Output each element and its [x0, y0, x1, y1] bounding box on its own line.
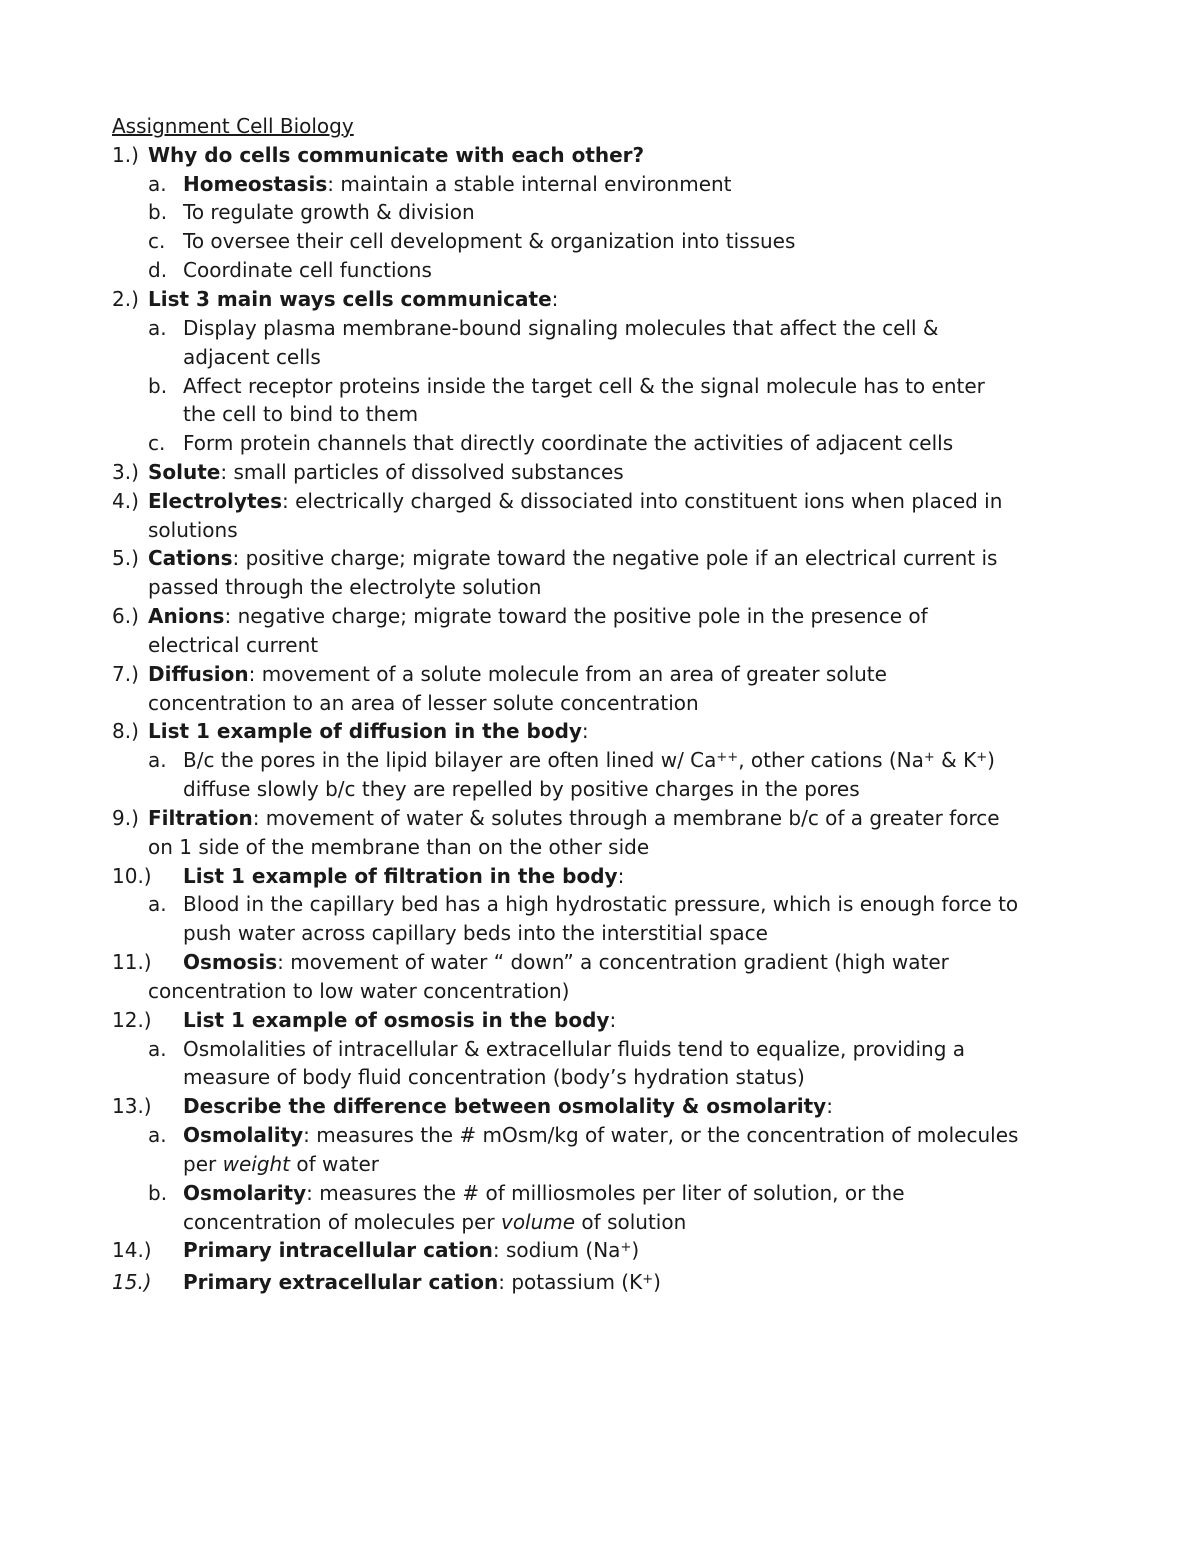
item-number: 5.) [112, 546, 139, 570]
answer: Coordinate cell functions [183, 258, 432, 282]
question: List 1 example of filtration in the body: [183, 864, 625, 888]
definition-continuation: concentration to low water concentration) [148, 979, 570, 1003]
item-number: 13.) [112, 1094, 152, 1118]
definition: Filtration: movement of water & solutes through a membrane b/c of a greater force [148, 806, 1000, 830]
definition: Diffusion: movement of a solute molecule from an area of greater solute [148, 662, 887, 686]
sub-letter: b. [148, 200, 168, 224]
answer-continuation: concentration of molecules per volume of solution [183, 1210, 687, 1234]
question: Describe the difference between osmolality & osmolarity: [183, 1094, 833, 1118]
item-number: 12.) [112, 1008, 152, 1032]
definition: Anions: negative charge; migrate toward the positive pole in the presence of [148, 604, 928, 628]
answer-continuation: the cell to bind to them [183, 402, 419, 426]
answer: Form protein channels that directly coordinate the activities of adjacent cells [183, 431, 954, 455]
sub-letter: a. [148, 172, 167, 196]
sub-letter: d. [148, 258, 168, 282]
answer: Homeostasis: maintain a stable internal environment [183, 172, 732, 196]
answer-continuation: per weight of water [183, 1152, 380, 1176]
sub-letter: b. [148, 1181, 168, 1205]
question: Why do cells communicate with each other? [148, 143, 645, 167]
definition-continuation: passed through the electrolyte solution [148, 575, 542, 599]
definition: Primary extracellular cation: potassium (K+) [183, 1270, 661, 1294]
answer: Blood in the capillary bed has a high hydrostatic pressure, which is enough force to [183, 892, 1019, 916]
answer: To regulate growth & division [183, 200, 475, 224]
item-number: 1.) [112, 143, 139, 167]
item-number: 10.) [112, 864, 152, 888]
sub-letter: c. [148, 431, 166, 455]
item-number: 15.) [112, 1270, 152, 1294]
item-number: 6.) [112, 604, 139, 628]
item-number: 3.) [112, 460, 139, 484]
definition-continuation: solutions [148, 518, 238, 542]
sub-letter: a. [148, 1123, 167, 1147]
answer: Display plasma membrane-bound signaling molecules that affect the cell & [183, 316, 939, 340]
item-number: 4.) [112, 489, 139, 513]
answer: To oversee their cell development & organization into tissues [183, 229, 796, 253]
definition: Electrolytes: electrically charged & dissociated into constituent ions when placed in [148, 489, 1003, 513]
definition: Primary intracellular cation: sodium (Na+) [183, 1238, 640, 1262]
sub-letter: b. [148, 374, 168, 398]
item-number: 7.) [112, 662, 139, 686]
document-title: Assignment Cell Biology [112, 114, 354, 138]
item-number: 11.) [112, 950, 152, 974]
answer-continuation: measure of body fluid concentration (body’s hydration status) [183, 1065, 805, 1089]
question: List 3 main ways cells communicate: [148, 287, 559, 311]
answer: B/c the pores in the lipid bilayer are often lined w/ Ca++, other cations (Na+ & K+) [183, 748, 995, 772]
sub-letter: a. [148, 1037, 167, 1061]
sub-letter: a. [148, 316, 167, 340]
definition-continuation: on 1 side of the membrane than on the other side [148, 835, 650, 859]
definition-continuation: concentration to an area of lesser solute concentration [148, 691, 699, 715]
definition: Cations: positive charge; migrate toward the negative pole if an electrical current is [148, 546, 998, 570]
definition: Osmosis: movement of water “ down” a concentration gradient (high water [183, 950, 949, 974]
sub-letter: a. [148, 748, 167, 772]
answer: Affect receptor proteins inside the target cell & the signal molecule has to enter [183, 374, 985, 398]
question: List 1 example of osmosis in the body: [183, 1008, 617, 1032]
definition-continuation: electrical current [148, 633, 319, 657]
sub-letter: a. [148, 892, 167, 916]
item-number: 9.) [112, 806, 139, 830]
answer: Osmolarity: measures the # of milliosmoles per liter of solution, or the [183, 1181, 905, 1205]
question: List 1 example of diffusion in the body: [148, 719, 589, 743]
definition: Solute: small particles of dissolved substances [148, 460, 624, 484]
answer-continuation: adjacent cells [183, 345, 321, 369]
answer-continuation: diffuse slowly b/c they are repelled by positive charges in the pores [183, 777, 860, 801]
answer-continuation: push water across capillary beds into the interstitial space [183, 921, 768, 945]
sub-letter: c. [148, 229, 166, 253]
answer: Osmolality: measures the # mOsm/kg of water, or the concentration of molecules [183, 1123, 1019, 1147]
item-number: 14.) [112, 1238, 152, 1262]
item-number: 8.) [112, 719, 139, 743]
item-number: 2.) [112, 287, 139, 311]
answer: Osmolalities of intracellular & extracellular fluids tend to equalize, providing a [183, 1037, 966, 1061]
